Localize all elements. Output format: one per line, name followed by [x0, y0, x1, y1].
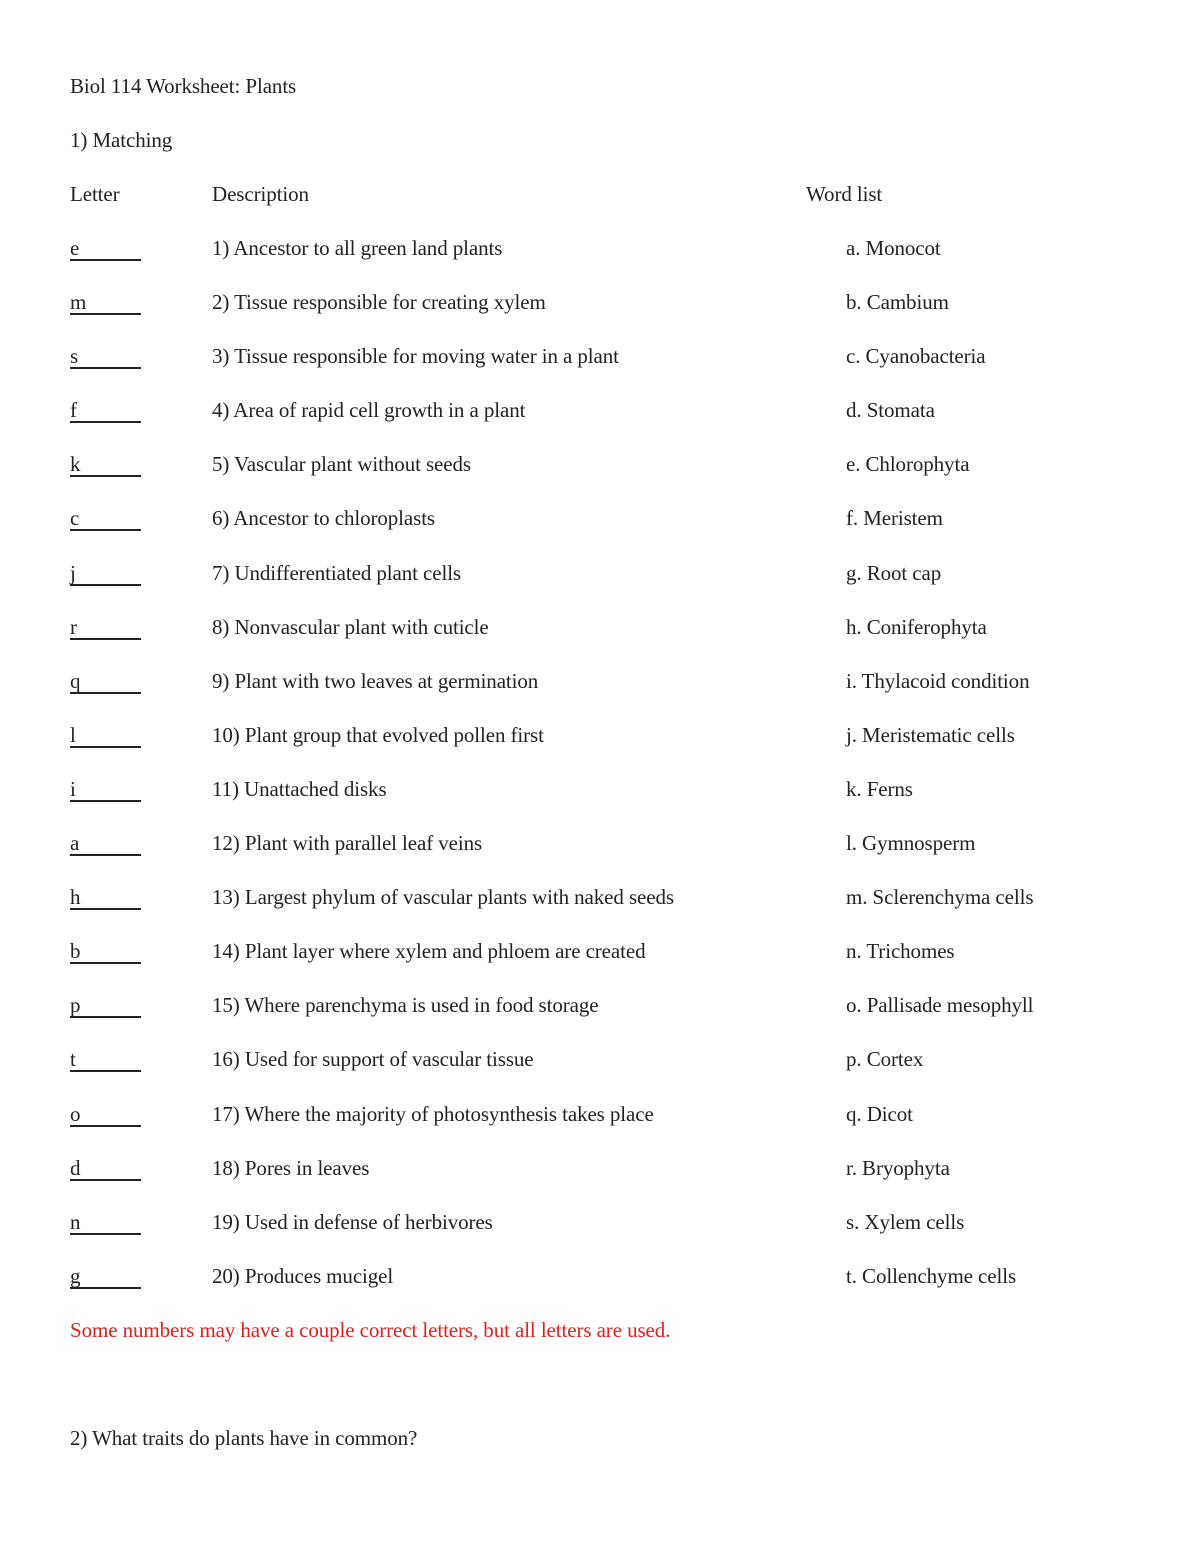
answer-blank[interactable]: [70, 991, 141, 1018]
answer-letter: p: [70, 993, 81, 1018]
answer-letter: d: [70, 1155, 81, 1180]
question-1-heading: 1) Matching: [70, 128, 173, 152]
description: 5) Vascular plant without seeds: [212, 452, 471, 477]
description: 12) Plant with parallel leaf veins: [212, 831, 483, 856]
answer-letter: m: [70, 290, 87, 315]
description: 9) Plant with two leaves at germination: [212, 668, 539, 693]
answer-letter: a: [70, 831, 80, 856]
answer-blank[interactable]: [70, 504, 141, 531]
description: 11) Unattached disks: [212, 776, 387, 801]
answer-blank[interactable]: [70, 1208, 141, 1235]
matching-row-12: [0, 829, 1200, 883]
answer-blank[interactable]: [70, 1262, 141, 1289]
answer-letter: i: [70, 776, 76, 801]
matching-row-10: [0, 721, 1200, 775]
word-list-item: d. Stomata: [846, 398, 935, 423]
description: 18) Pores in leaves: [212, 1155, 370, 1180]
description: 4) Area of rapid cell growth in a plant: [212, 398, 526, 423]
description: 7) Undifferentiated plant cells: [212, 560, 462, 585]
word-list-item: e. Chlorophyta: [846, 452, 970, 477]
answer-letter: q: [70, 668, 81, 693]
matching-row-16: [0, 1045, 1200, 1099]
matching-row-3: [0, 342, 1200, 396]
answer-blank[interactable]: [70, 1154, 141, 1181]
description: 15) Where parenchyma is used in food storage: [212, 993, 599, 1018]
matching-row-4: [0, 396, 1200, 450]
word-list-item: m. Sclerenchyma cells: [846, 885, 1034, 910]
answer-letter: s: [70, 344, 79, 369]
answer-letter: r: [70, 614, 77, 639]
answer-blank[interactable]: [70, 883, 141, 910]
worksheet-title: Biol 114 Worksheet: Plants: [70, 74, 297, 98]
word-list-item: l. Gymnosperm: [846, 831, 976, 856]
word-list-item: h. Coniferophyta: [846, 614, 987, 639]
matching-row-8: [0, 613, 1200, 667]
word-list-item: r. Bryophyta: [846, 1155, 950, 1180]
matching-row-7: [0, 559, 1200, 613]
description: 16) Used for support of vascular tissue: [212, 1047, 534, 1072]
description: 19) Used in defense of herbivores: [212, 1209, 493, 1234]
matching-row-6: [0, 504, 1200, 558]
answer-blank[interactable]: [70, 234, 141, 261]
answer-letter: g: [70, 1263, 81, 1288]
matching-row-1: [0, 234, 1200, 288]
matching-row-2: [0, 288, 1200, 342]
answer-letter: h: [70, 885, 81, 910]
word-list-item: t. Collenchyme cells: [846, 1263, 1017, 1288]
answer-blank[interactable]: [70, 559, 141, 586]
column-header-letter: Letter: [70, 182, 120, 206]
description: 3) Tissue responsible for moving water in a plant: [212, 344, 619, 369]
answer-letter: c: [70, 506, 80, 531]
answer-blank[interactable]: [70, 1045, 141, 1072]
word-list-item: p. Cortex: [846, 1047, 924, 1072]
description: 20) Produces mucigel: [212, 1263, 394, 1288]
column-header-word-list: Word list: [806, 182, 883, 206]
matching-row-20: [0, 1262, 1200, 1316]
answer-letter: n: [70, 1209, 81, 1234]
matching-row-19: [0, 1208, 1200, 1262]
matching-row-5: [0, 450, 1200, 504]
description: 13) Largest phylum of vascular plants with naked seeds: [212, 885, 674, 910]
answer-letter: o: [70, 1101, 81, 1126]
answer-letter: f: [70, 398, 77, 423]
answer-blank[interactable]: [70, 829, 141, 856]
answer-letter: j: [70, 560, 76, 585]
description: 2) Tissue responsible for creating xylem: [212, 290, 546, 315]
matching-table: [0, 234, 1200, 1316]
answer-letter: l: [70, 722, 76, 747]
column-header-description: Description: [212, 182, 309, 206]
description: 14) Plant layer where xylem and phloem are created: [212, 939, 646, 964]
description: 1) Ancestor to all green land plants: [212, 236, 503, 260]
answer-blank[interactable]: [70, 342, 141, 369]
answer-blank[interactable]: [70, 937, 141, 964]
matching-row-18: [0, 1154, 1200, 1208]
question-2-heading: 2) What traits do plants have in common?: [70, 1426, 418, 1450]
answer-blank[interactable]: [70, 613, 141, 640]
matching-row-9: [0, 667, 1200, 721]
description: 10) Plant group that evolved pollen first: [212, 722, 544, 747]
answer-letter: t: [70, 1047, 76, 1072]
description: 17) Where the majority of photosynthesis takes place: [212, 1101, 654, 1126]
word-list-item: s. Xylem cells: [846, 1209, 965, 1234]
matching-row-14: [0, 937, 1200, 991]
answer-blank[interactable]: [70, 396, 141, 423]
word-list-item: q. Dicot: [846, 1101, 913, 1126]
word-list-item: g. Root cap: [846, 560, 942, 585]
word-list-item: b. Cambium: [846, 290, 949, 315]
matching-row-13: [0, 883, 1200, 937]
description: 6) Ancestor to chloroplasts: [212, 506, 436, 531]
answer-blank[interactable]: [70, 775, 141, 802]
word-list-item: c. Cyanobacteria: [846, 344, 986, 369]
answer-blank[interactable]: [70, 721, 141, 748]
word-list-item: j. Meristematic cells: [846, 722, 1015, 747]
word-list-item: n. Trichomes: [846, 939, 955, 964]
answer-blank[interactable]: [70, 450, 141, 477]
answer-blank[interactable]: [70, 1100, 141, 1127]
answer-blank[interactable]: [70, 667, 141, 694]
answer-letter: e: [70, 236, 80, 260]
matching-row-15: [0, 991, 1200, 1045]
word-list-item: k. Ferns: [846, 776, 913, 801]
matching-note: Some numbers may have a couple correct letters, but all letters are used.: [70, 1318, 671, 1342]
word-list-item: a. Monocot: [846, 236, 941, 260]
description: 8) Nonvascular plant with cuticle: [212, 614, 489, 639]
answer-blank[interactable]: [70, 288, 141, 315]
matching-row-11: [0, 775, 1200, 829]
word-list-item: i. Thylacoid condition: [846, 668, 1030, 693]
answer-letter: b: [70, 939, 81, 964]
word-list-item: f. Meristem: [846, 506, 943, 531]
word-list-item: o. Pallisade mesophyll: [846, 993, 1034, 1018]
matching-row-17: [0, 1100, 1200, 1154]
answer-letter: k: [70, 452, 81, 477]
